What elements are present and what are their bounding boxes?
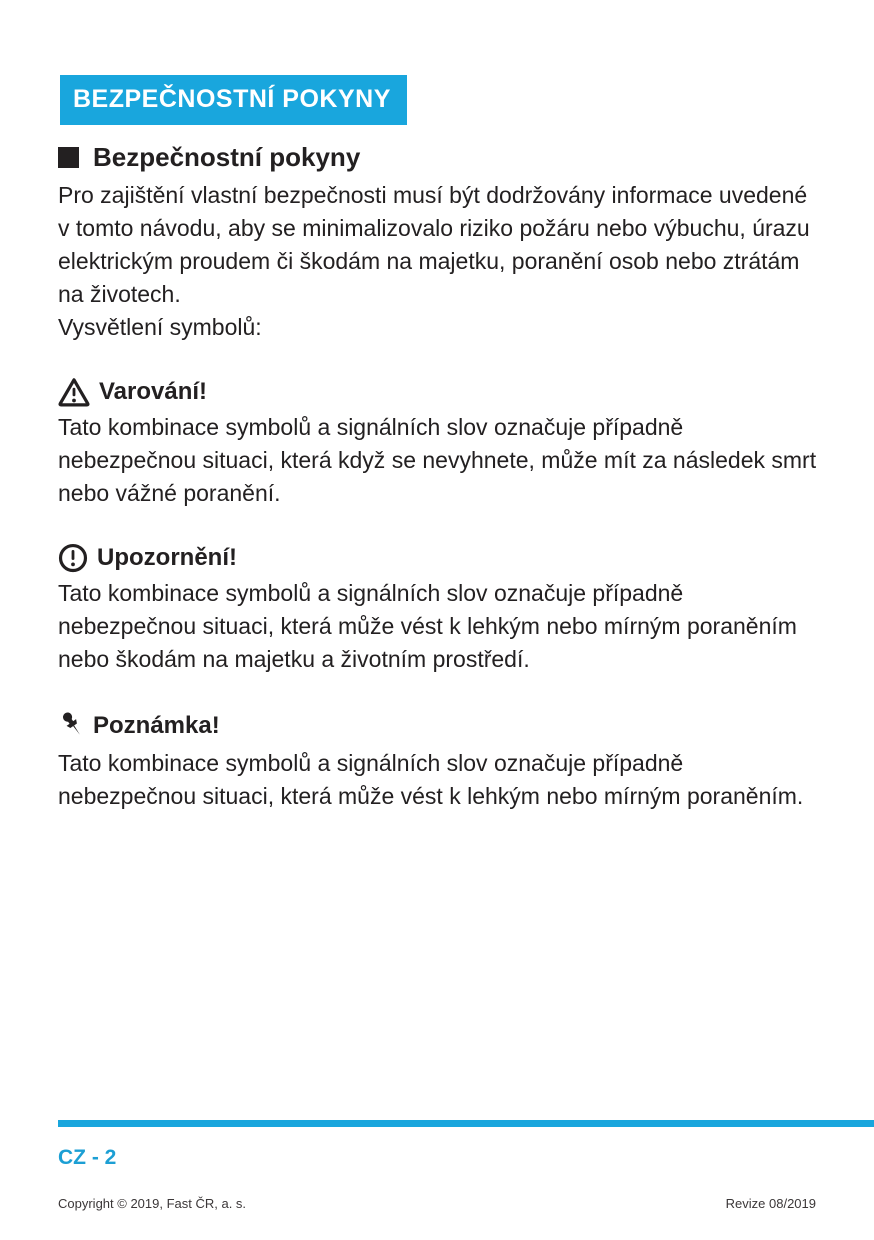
section-heading	[58, 142, 820, 173]
warning-title: Varování!	[99, 378, 208, 405]
caution-notice	[58, 543, 820, 676]
intro-paragraph: Pro zajištění vlastní bezpečnosti musí být dodržovány informace uvedené v tomto návodu, aby se minimalizovalo riziko požáru nebo výbuchu, úrazu elektrickým proudem či škodám na majetku, poranění osob nebo ztrátám na životech.	[58, 182, 810, 307]
symbols-intro: Vysvětlení symbolů:	[58, 314, 262, 340]
section-heading-label: Bezpečnostní pokyny	[93, 142, 361, 172]
warning-triangle-icon	[58, 377, 90, 407]
note-title-row	[58, 709, 820, 743]
square-bullet-icon	[58, 147, 79, 168]
note-text: Tato kombinace symbolů a signálních slov označuje případně nebezpečnou situaci, která může vést k lehkým nebo mírným poraněním.	[58, 750, 804, 809]
page-content	[58, 142, 820, 813]
revision-text: Revize 08/2019	[725, 1196, 816, 1211]
pushpin-icon	[58, 709, 84, 743]
caution-title-row	[58, 543, 820, 573]
page-number-label: CZ - 2	[58, 1146, 117, 1169]
warning-text: Tato kombinace symbolů a signálních slov označuje případně nebezpečnou situaci, která když se nevyhnete, může mít za následek smrt nebo vážné poranění.	[58, 414, 817, 506]
warning-title-row	[58, 377, 820, 407]
safety-instructions-banner: BEZPEČNOSTNÍ POKYNY	[60, 75, 407, 125]
note-notice	[58, 709, 820, 813]
footer-divider	[58, 1120, 874, 1127]
note-title: Poznámka!	[93, 712, 220, 739]
exclamation-circle-icon	[58, 543, 88, 573]
caution-text: Tato kombinace symbolů a signálních slov označuje případně nebezpečnou situaci, která může vést k lehkým nebo mírným poraněním nebo škodám na majetku a životním prostředí.	[58, 580, 797, 672]
warning-notice	[58, 377, 820, 510]
caution-title: Upozornění!	[97, 544, 237, 571]
copyright-text: Copyright © 2019, Fast ČR, a. s.	[58, 1196, 247, 1211]
